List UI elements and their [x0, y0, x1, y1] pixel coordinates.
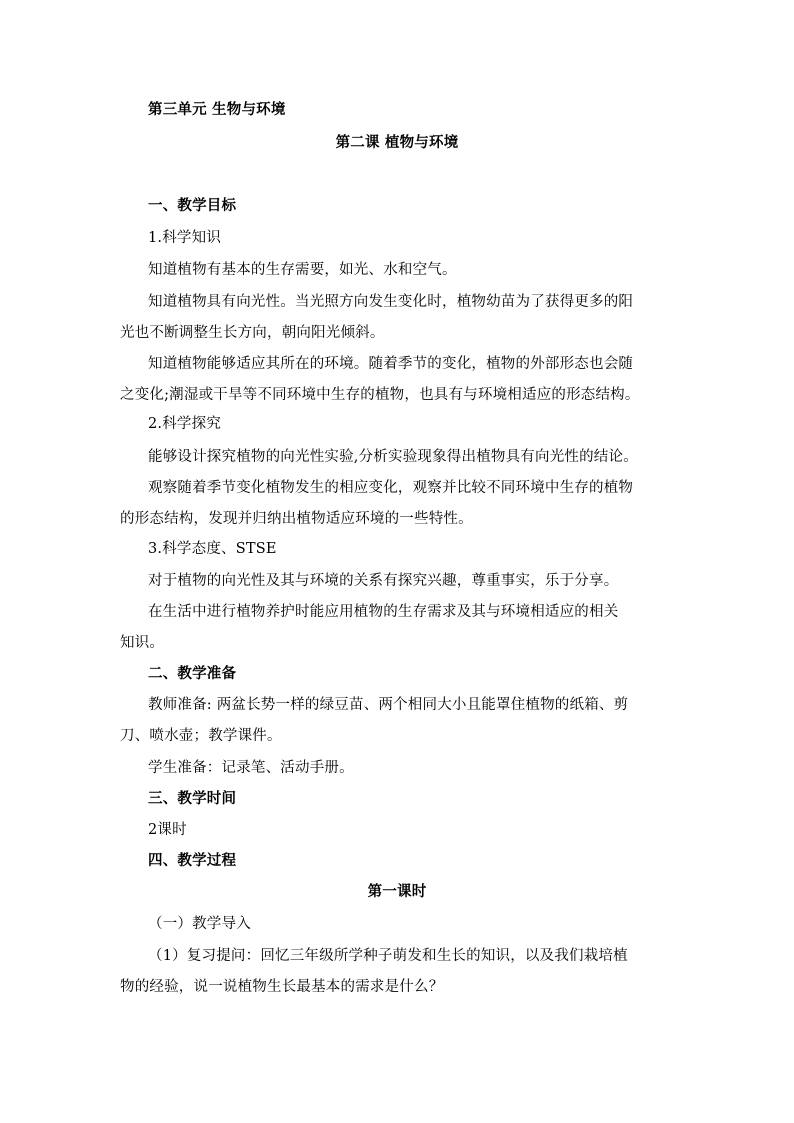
- paragraph: 知道植物能够适应其所在的环境。随着季节的变化，植物的外部形态也会随: [148, 356, 634, 372]
- paragraph: 2课时: [148, 822, 187, 838]
- subheading-inquiry: 2.科学探究: [148, 416, 222, 432]
- unit-title: 第三单元 生物与环境: [148, 102, 286, 118]
- paragraph: 对于植物的向光性及其与环境的关系有探究兴趣，尊重事实，乐于分享。: [148, 573, 619, 589]
- section-heading-process: 四、教学过程: [148, 853, 237, 869]
- paragraph: 观察随着季节变化植物发生的相应变化，观察并比较不同环境中生存的植物: [148, 480, 634, 496]
- paragraph-continuation: 光也不断调整生长方向，朝向阳光倾斜。: [120, 325, 385, 341]
- paragraph: 知道植物有基本的生存需要，如光、水和空气。: [148, 262, 457, 278]
- paragraph: 在生活中进行植物养护时能应用植物的生存需求及其与环境相适应的相关: [148, 604, 619, 620]
- paragraph: （1）复习提问：回忆三年级所学种子萌发和生长的知识，以及我们栽培植: [148, 948, 628, 964]
- section-heading-preparation: 二、教学准备: [148, 666, 237, 682]
- paragraph-continuation: 知识。: [120, 635, 165, 651]
- paragraph: 学生准备：记录笔、活动手册。: [148, 760, 354, 776]
- lesson-title: 第二课 植物与环境: [335, 135, 459, 151]
- subheading-knowledge: 1.科学知识: [148, 230, 222, 246]
- paragraph: 知道植物具有向光性。当光照方向发生变化时，植物幼苗为了获得更多的阳: [148, 294, 634, 310]
- subheading-attitude: 3.科学态度、STSE: [148, 541, 277, 557]
- paragraph-continuation: 物的经验，说一说植物生长最基本的需求是什么？: [120, 979, 444, 995]
- session-title: 第一课时: [367, 884, 427, 900]
- subheading-introduction: （一）教学导入: [148, 916, 251, 932]
- paragraph-continuation: 之变化;潮湿或干旱等不同环境中生存的植物，也具有与环境相适应的形态结构。: [120, 387, 640, 403]
- section-heading-objectives: 一、教学目标: [148, 198, 237, 214]
- paragraph: 教师准备: 两盆长势一样的绿豆苗、两个相同大小且能罩住植物的纸箱、剪: [148, 697, 629, 713]
- section-heading-time: 三、教学时间: [148, 791, 237, 807]
- paragraph: 能够设计探究植物的向光性实验,分析实验现象得出植物具有向光性的结论。: [148, 449, 638, 465]
- paragraph-continuation: 刀、喷水壶；教学课件。: [120, 728, 282, 744]
- paragraph-continuation: 的形态结构，发现并归纳出植物适应环境的一些特性。: [120, 511, 473, 527]
